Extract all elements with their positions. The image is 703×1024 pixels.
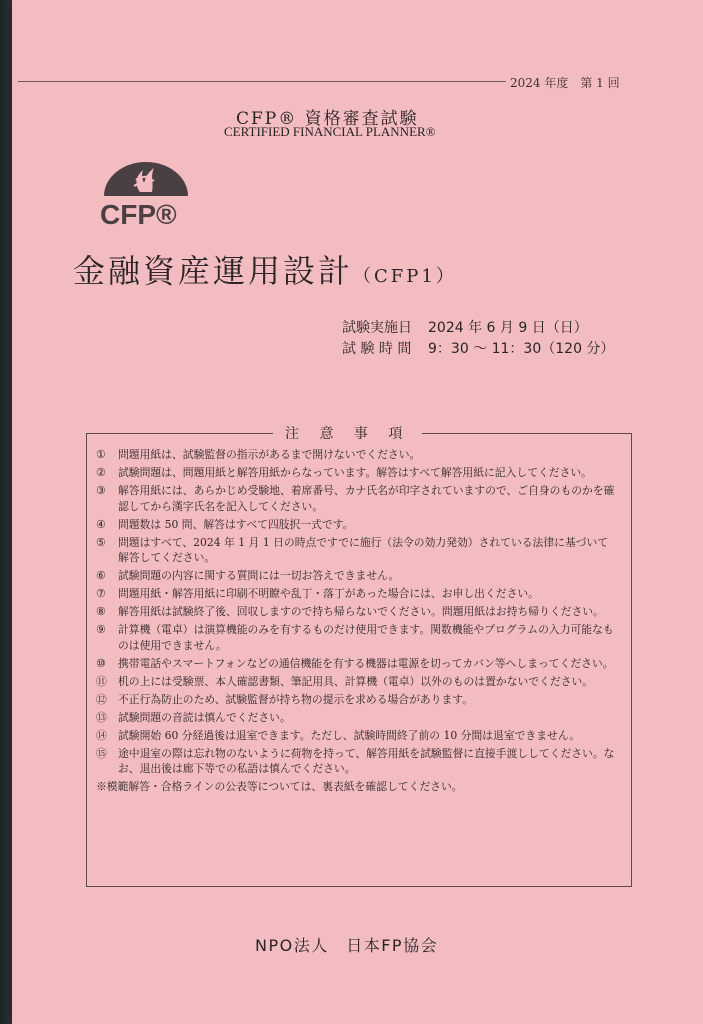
exam-date-label: 試験実施日: [342, 320, 412, 336]
notice-number: ⑧: [96, 605, 106, 618]
notice-text: 計算機（電卓）は演算機能のみを有するものだけ使用できます。関数機能やプログラムの入力可能なものは使用できません。: [118, 623, 614, 652]
notice-number: ⑬: [96, 710, 107, 724]
organization-name: NPO法人 日本FP協会: [255, 936, 439, 955]
notice-number: ④: [96, 517, 106, 531]
notice-item: [96, 517, 616, 533]
exam-time-value: 9：30 ～ 11：30（120 分）: [428, 341, 615, 357]
cfp-logo-text: CFP®: [100, 199, 177, 228]
notice-item: [96, 728, 616, 744]
notice-number: ⑫: [96, 692, 107, 706]
subject-title: 金融資産運用設計: [73, 252, 354, 290]
notice-item: [96, 568, 616, 584]
notice-text: 問題用紙・解答用紙に印刷不明瞭や乱丁・落丁があった場合には、お申し出ください。: [118, 587, 539, 600]
notice-item: [96, 746, 616, 777]
notice-number: ⑤: [96, 535, 106, 549]
notice-item: [96, 710, 616, 726]
notice-text: 解答用紙には、あらかじめ受験地、着席番号、カナ氏名が印字されていますので、ご自身のものかを確認してから漢字氏名を記入してください。: [118, 484, 615, 513]
notice-item: [96, 674, 616, 690]
notice-number: ⑪: [96, 674, 107, 688]
notice-number: ⑨: [96, 623, 106, 636]
notice-item: [96, 692, 616, 708]
notice-item: [96, 604, 616, 620]
exam-date-row: [342, 317, 588, 337]
notice-item: [96, 622, 616, 653]
notice-list: [96, 447, 616, 795]
notice-number: ⑦: [96, 587, 106, 600]
exam-year-label: 2024 年度 第 1 回: [510, 76, 620, 90]
notice-number: ①: [96, 448, 106, 461]
exam-date-value: 2024 年 6 月 9 日（日）: [428, 320, 588, 336]
subject-title-line: [73, 246, 457, 292]
notice-item: [96, 447, 616, 463]
notice-item: [96, 656, 616, 672]
notice-text: 途中退室の際は忘れ物のないように荷物を持って、解答用紙を試験監督に直接手渡ししてください。なお、退出後は廊下等での私語は慎んでください。: [118, 746, 615, 775]
notice-item: [96, 535, 616, 566]
notice-text: 解答用紙は試験終了後、回収しますので持ち帰らないでください。問題用紙はお持ち帰りください。: [118, 605, 604, 618]
exam-time-row: [342, 338, 614, 358]
notice-item: [96, 483, 616, 514]
notice-text: 試験問題は、問題用紙と解答用紙からなっています。解答はすべて解答用紙に記入してください。: [118, 466, 592, 479]
notice-item: [96, 465, 616, 481]
cfp-english-name: CERTIFIED FINANCIAL PLANNER®: [224, 124, 436, 139]
notice-text: 問題はすべて、2024 年 1 月 1 日の時点ですでに施行（法令の効力発効）されている法律に基づいて解答してください。: [118, 535, 609, 564]
notice-number: ⑩: [96, 656, 106, 670]
notice-text: 不正行為防止のため、試験監督が持ち物の提示を求める場合があります。: [118, 692, 473, 706]
notice-text: 携帯電話やスマートフォンなどの通信機能を有する機器は電源を切ってカバン等へしまってください。: [118, 656, 614, 670]
notice-text: 試験問題の音読は慎んでください。: [118, 710, 291, 724]
notice-text: 試験開始 60 分経過後は退室できます。ただし、試験時間終了前の 10 分間は退室できません。: [118, 728, 581, 742]
notice-number: ⑭: [96, 728, 107, 742]
notice-title: 注 意 事 項: [273, 423, 422, 443]
notice-text: 机の上には受験票、本人確認書類、筆記用具、計算機（電卓）以外のものは置かないでください。: [118, 674, 594, 688]
notice-item: [96, 586, 616, 602]
notice-number: ②: [96, 466, 106, 479]
exam-time-label: 試 験 時 間: [342, 341, 412, 357]
notice-text: 問題数は 50 問、解答はすべて四肢択一式です。: [118, 517, 354, 531]
notice-text: 問題用紙は、試験監督の指示があるまで開けないでください。: [118, 448, 421, 461]
cfp-logo: [96, 158, 196, 228]
subject-code: （CFP1）: [353, 266, 457, 287]
exam-name: CFP® 資格審査試験: [236, 109, 419, 129]
notice-number: ⑮: [96, 746, 107, 760]
notice-number: ⑥: [96, 569, 106, 582]
notice-text: 試験問題の内容に関する質問には一切お答えできません。: [118, 569, 400, 582]
header-rule: [18, 81, 506, 82]
notice-number: ③: [96, 484, 106, 497]
notice-footnote: ※模範解答・合格ラインの公表等については、裏表紙を確認してください。: [96, 780, 463, 793]
